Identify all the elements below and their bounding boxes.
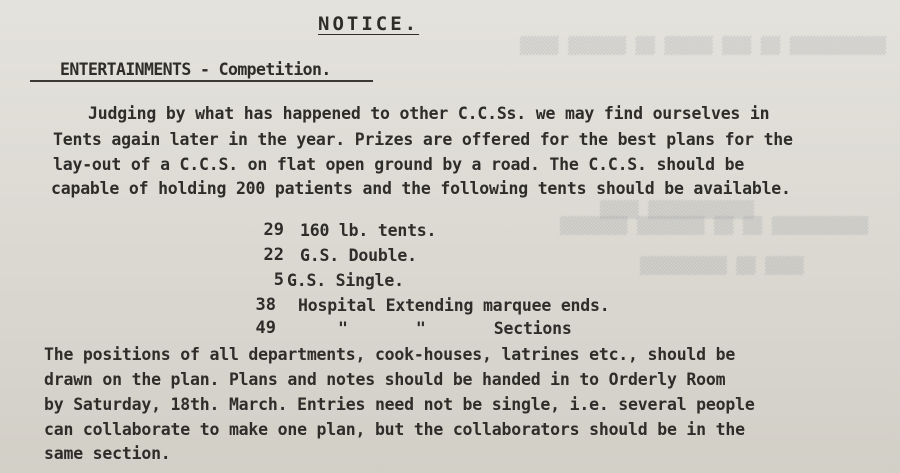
bleed-through-text: ▒▒▒▒ ▒▒ ▒▒▒▒▒▒▒▒▒ xyxy=(640,256,804,275)
tent-desc: Hospital Extending marquee ends. xyxy=(298,296,610,315)
tent-desc: " " Sections xyxy=(338,319,572,338)
bleed-through-text: ▒▒▒▒▒▒▒▒▒▒ ▒▒ ▒▒ ▒▒▒▒▒▒▒ ▒▒▒▒▒▒▒ xyxy=(560,216,869,235)
tent-qty: 22 xyxy=(263,245,284,265)
closing-line: drawn on the plan. Plans and notes should be handed in to Orderly Room xyxy=(44,370,726,389)
bleed-through-text: ▒▒▒▒▒▒▒▒▒▒ ▒▒ ▒▒▒ ▒▒▒▒▒ ▒▒ ▒▒▒▒▒▒ ▒▒▒▒ xyxy=(520,36,887,55)
closing-line: same section. xyxy=(44,444,171,463)
tent-desc: G.S. Single. xyxy=(287,271,404,290)
intro-line: capable of holding 200 patients and the following tents should be available. xyxy=(51,179,791,198)
tent-qty: 5 xyxy=(273,270,284,290)
tent-qty: 49 xyxy=(255,318,276,338)
notice-title: NOTICE. xyxy=(318,13,420,35)
intro-line: Judging by what has happened to other C.C.Ss. we may find ourselves in xyxy=(88,104,770,123)
intro-line: Tents again later in the year. Prizes are offered for the best plans for the xyxy=(53,130,793,149)
section-heading: ENTERTAINMENTS - Competition. xyxy=(60,60,331,79)
intro-line: lay-out of a C.C.S. on flat open ground by a road. The C.C.S. should be xyxy=(53,155,745,174)
bleed-through-text: ▒▒▒▒▒▒▒▒▒▒▒ ▒▒▒▒ xyxy=(600,200,755,219)
closing-line: The positions of all departments, cook-houses, latrines etc., should be xyxy=(44,345,736,364)
tent-qty: 29 xyxy=(263,220,284,240)
heading-underline xyxy=(30,80,373,82)
closing-line: can collaborate to make one plan, but the collaborators should be in the xyxy=(44,420,745,439)
closing-line: by Saturday, 18th. March. Entries need not be single, i.e. several people xyxy=(44,395,755,414)
tent-desc: 160 lb. tents. xyxy=(300,221,437,240)
tent-desc: G.S. Double. xyxy=(300,246,417,265)
tent-qty: 38 xyxy=(255,295,276,315)
